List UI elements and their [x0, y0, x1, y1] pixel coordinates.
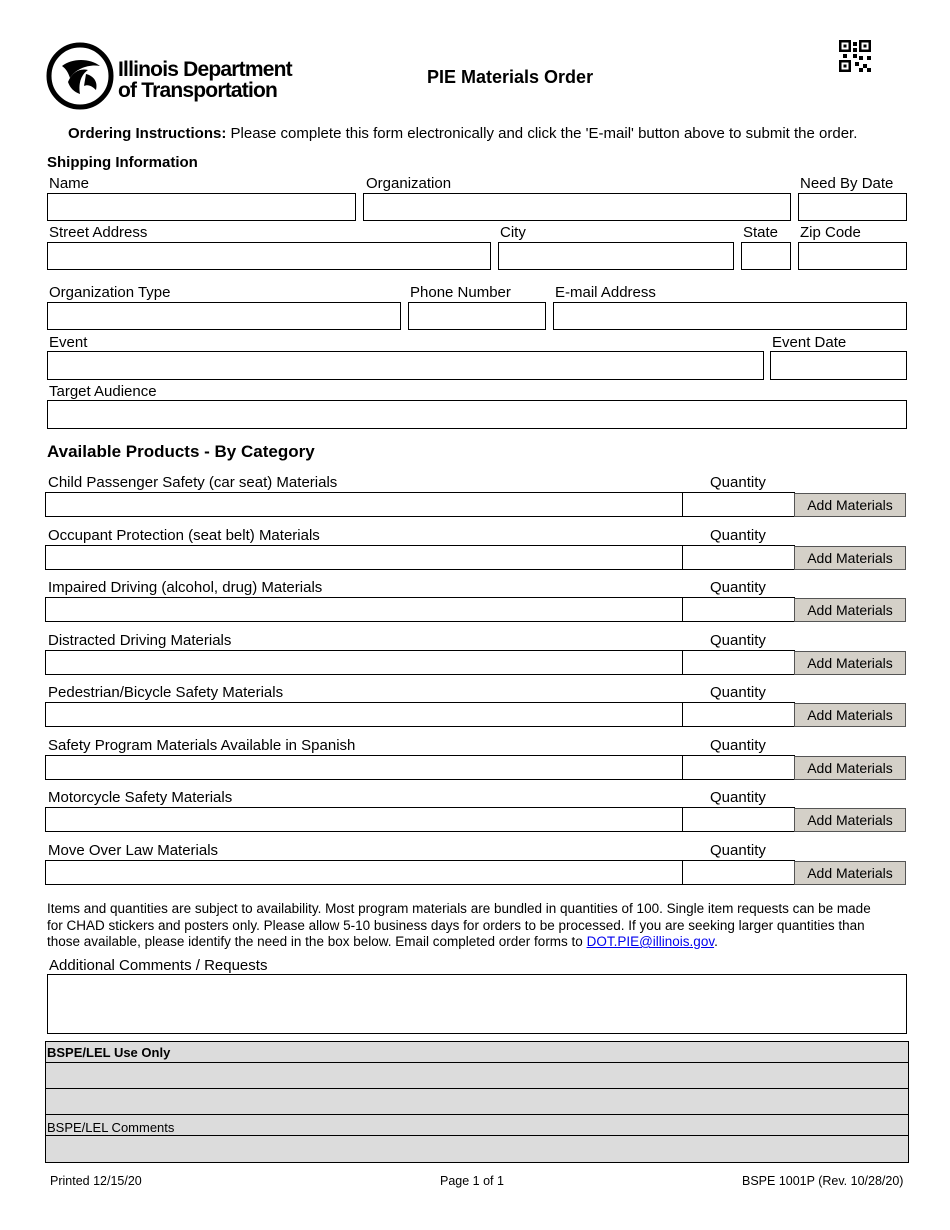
organization-type-input[interactable]: [48, 303, 400, 329]
organization-field[interactable]: [363, 193, 791, 221]
quantity-input[interactable]: [683, 756, 794, 779]
instructions-text: Please complete this form electronically and click the 'E-mail' button above to submit the order.: [226, 125, 858, 142]
product-select-input[interactable]: [46, 546, 682, 569]
product-category-label: Impaired Driving (alcohol, drug) Materials: [48, 579, 323, 596]
product-select-field[interactable]: [45, 650, 683, 675]
availability-notice: [47, 901, 871, 951]
quantity-input[interactable]: [683, 493, 794, 516]
quantity-label: Quantity: [710, 474, 766, 491]
product-select-input[interactable]: [46, 808, 682, 831]
office-comments-field: [45, 1135, 909, 1163]
office-use-field-1: [45, 1062, 909, 1089]
phone-number-input[interactable]: [409, 303, 545, 329]
city-field[interactable]: [498, 242, 734, 270]
shipping-heading: Shipping Information: [47, 154, 198, 171]
office-comments-label-row: [45, 1114, 909, 1136]
name-input[interactable]: [48, 194, 355, 220]
quantity-field[interactable]: [682, 807, 795, 832]
name-label: Name: [49, 175, 90, 192]
street-address-input[interactable]: [48, 243, 490, 269]
quantity-label: Quantity: [710, 579, 766, 596]
quantity-field[interactable]: [682, 860, 795, 885]
product-category-label: Occupant Protection (seat belt) Materials: [48, 527, 320, 544]
product-select-input[interactable]: [46, 493, 682, 516]
quantity-label: Quantity: [710, 632, 766, 649]
quantity-label: Quantity: [710, 789, 766, 806]
office-comments-label: BSPE/LEL Comments: [47, 1120, 175, 1135]
zip-code-input[interactable]: [799, 243, 906, 269]
office-use-header-row: [45, 1041, 909, 1063]
logo-line-1: Illinois Department: [118, 58, 292, 81]
quantity-label: Quantity: [710, 842, 766, 859]
email-link[interactable]: DOT.PIE@illinois.gov: [586, 934, 715, 949]
add-materials-button[interactable]: Add Materials: [794, 703, 906, 727]
target-audience-label: Target Audience: [49, 383, 157, 400]
quantity-field[interactable]: [682, 650, 795, 675]
quantity-input[interactable]: [683, 651, 794, 674]
organization-label: Organization: [366, 175, 452, 192]
quantity-input[interactable]: [683, 703, 794, 726]
phone-number-field[interactable]: [408, 302, 546, 330]
product-category-label: Child Passenger Safety (car seat) Materials: [48, 474, 338, 491]
add-materials-button[interactable]: Add Materials: [794, 756, 906, 780]
zip-code-field[interactable]: [798, 242, 907, 270]
idot-emblem-icon: [46, 42, 114, 110]
organization-type-field[interactable]: [47, 302, 401, 330]
product-select-input[interactable]: [46, 861, 682, 884]
product-category-label: Move Over Law Materials: [48, 842, 219, 859]
qr-code-icon: [839, 40, 871, 72]
quantity-input[interactable]: [683, 598, 794, 621]
logo-line-2: of Transportation: [118, 79, 278, 102]
product-category-label: Safety Program Materials Available in Spanish: [48, 737, 356, 754]
product-select-field[interactable]: [45, 597, 683, 622]
organization-input[interactable]: [364, 194, 790, 220]
additional-comments-input[interactable]: [48, 975, 906, 1033]
quantity-label: Quantity: [710, 527, 766, 544]
state-field[interactable]: [741, 242, 791, 270]
need-by-date-label: Need By Date: [800, 175, 894, 192]
product-select-field[interactable]: [45, 860, 683, 885]
product-select-input[interactable]: [46, 651, 682, 674]
event-input[interactable]: [48, 352, 763, 379]
product-select-field[interactable]: [45, 755, 683, 780]
add-materials-button[interactable]: Add Materials: [794, 546, 906, 570]
street-address-label: Street Address: [49, 224, 148, 241]
need-by-date-field[interactable]: [798, 193, 907, 221]
product-select-field[interactable]: [45, 807, 683, 832]
add-materials-button[interactable]: Add Materials: [794, 493, 906, 517]
event-date-field[interactable]: [770, 351, 907, 380]
organization-type-label: Organization Type: [49, 284, 171, 301]
additional-comments-field[interactable]: [47, 974, 907, 1034]
quantity-label: Quantity: [710, 684, 766, 701]
products-heading: Available Products - By Category: [47, 442, 315, 461]
state-input[interactable]: [742, 243, 790, 269]
phone-number-label: Phone Number: [410, 284, 511, 301]
office-use-field-2: [45, 1088, 909, 1115]
email-address-input[interactable]: [554, 303, 906, 329]
event-field[interactable]: [47, 351, 764, 380]
quantity-input[interactable]: [683, 861, 794, 884]
name-field[interactable]: [47, 193, 356, 221]
product-select-input[interactable]: [46, 756, 682, 779]
city-label: City: [500, 224, 526, 241]
product-select-field[interactable]: [45, 545, 683, 570]
quantity-field[interactable]: [682, 702, 795, 727]
product-category-label: Distracted Driving Materials: [48, 632, 232, 649]
product-category-label: Pedestrian/Bicycle Safety Materials: [48, 684, 284, 701]
form-id: BSPE 1001P (Rev. 10/28/20): [742, 1174, 904, 1188]
instructions-heading: Ordering Instructions:: [68, 125, 227, 142]
street-address-field[interactable]: [47, 242, 491, 270]
quantity-input[interactable]: [683, 546, 794, 569]
event-date-input[interactable]: [771, 352, 906, 379]
state-label: State: [743, 224, 779, 241]
page-number: Page 1 of 1: [440, 1174, 504, 1188]
zip-code-label: Zip Code: [800, 224, 861, 241]
event-date-label: Event Date: [772, 334, 847, 351]
additional-comments-label: Additional Comments / Requests: [49, 957, 268, 974]
office-use-only-label: BSPE/LEL Use Only: [47, 1045, 171, 1060]
target-audience-input[interactable]: [48, 401, 906, 428]
quantity-field[interactable]: [682, 545, 795, 570]
city-input[interactable]: [499, 243, 733, 269]
product-select-input[interactable]: [46, 703, 682, 726]
product-select-field[interactable]: [45, 702, 683, 727]
email-address-label: E-mail Address: [555, 284, 656, 301]
add-materials-button[interactable]: Add Materials: [794, 651, 906, 675]
notice-line-3-text: those available, please identify the need in the box below. Email completed order forms to: [47, 934, 587, 949]
ordering-instructions: [68, 125, 857, 143]
product-select-field[interactable]: [45, 492, 683, 517]
quantity-field[interactable]: [682, 492, 795, 517]
notice-line-2: for CHAD stickers and posters only. Please allow 5-10 business days for orders to be processed. If you are seeking larger quantities than: [47, 917, 865, 933]
notice-line-1: Items and quantities are subject to availability. Most program materials are bundled in quantities of 100. Single item requests can be made: [47, 901, 871, 916]
product-select-input[interactable]: [46, 598, 682, 621]
add-materials-button[interactable]: Add Materials: [794, 598, 906, 622]
notice-line-3: [47, 934, 871, 951]
idot-logo: [46, 42, 306, 112]
printed-date: Printed 12/15/20: [50, 1174, 142, 1188]
quantity-label: Quantity: [710, 737, 766, 754]
notice-line-3-end: .: [714, 934, 718, 949]
target-audience-field[interactable]: [47, 400, 907, 429]
email-address-field[interactable]: [553, 302, 907, 330]
quantity-input[interactable]: [683, 808, 794, 831]
event-label: Event: [49, 334, 88, 351]
need-by-date-input[interactable]: [799, 194, 906, 220]
page-title: PIE Materials Order: [427, 67, 594, 87]
add-materials-button[interactable]: Add Materials: [794, 808, 906, 832]
add-materials-button[interactable]: Add Materials: [794, 861, 906, 885]
quantity-field[interactable]: [682, 597, 795, 622]
product-category-label: Motorcycle Safety Materials: [48, 789, 233, 806]
quantity-field[interactable]: [682, 755, 795, 780]
